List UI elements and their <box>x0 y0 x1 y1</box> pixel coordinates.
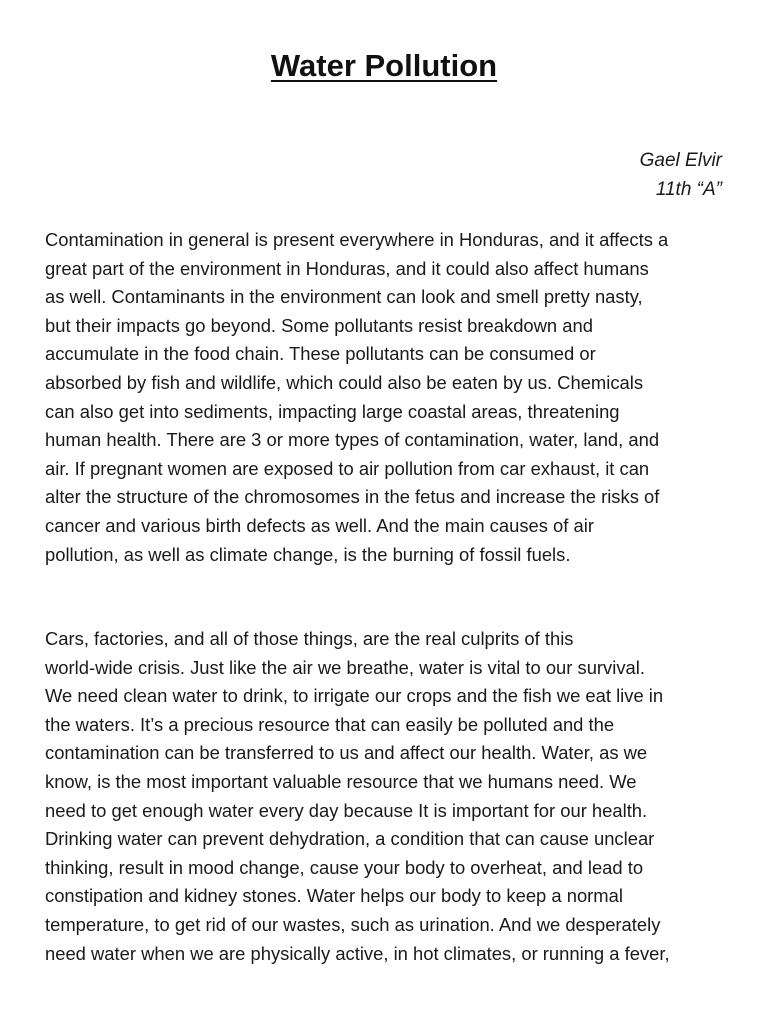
document-title: Water Pollution <box>270 48 498 83</box>
paragraph-line: constipation and kidney stones. Water helps our body to keep a normal <box>45 885 623 907</box>
paragraph-line: the waters. It’s a precious resource that can easily be polluted and the <box>45 713 615 735</box>
paragraph-line: We need clean water to drink, to irrigate our crops and the fish we eat live in <box>45 685 664 707</box>
paragraph-line: Contamination in general is present everywhere in Honduras, and it affects a <box>45 229 669 250</box>
paragraph-line: need to get enough water every day because It is important for our health. <box>45 799 648 821</box>
paragraph-line: air. If pregnant women are exposed to air pollution from car exhaust, it can <box>45 457 650 479</box>
paragraph-1 <box>45 226 735 569</box>
paragraph-line: Drinking water can prevent dehydration, a condition that can cause unclear <box>45 828 655 850</box>
paragraph-2 <box>45 625 735 968</box>
paragraph-line: need water when we are physically active, in hot climates, or running a fever, <box>45 942 670 964</box>
paragraph-line: thinking, result in mood change, cause your body to overheat, and lead to <box>45 856 644 878</box>
paragraph-line: as well. Contaminants in the environment can look and smell pretty nasty, <box>45 286 643 308</box>
paragraph-line: but their impacts go beyond. Some pollutants resist breakdown and <box>45 314 593 336</box>
author-grade: 11th “A” <box>655 179 722 200</box>
paragraph-line: can also get into sediments, impacting large coastal areas, threatening <box>45 400 620 422</box>
paragraph-line: cancer and various birth defects as well. And the main causes of air <box>45 514 594 536</box>
paragraph-line: world-wide crisis. Just like the air we breathe, water is vital to our survival. <box>45 656 645 678</box>
paragraph-line: contamination can be transferred to us and affect our health. Water, as we <box>45 742 648 764</box>
paragraph-line: accumulate in the food chain. These pollutants can be consumed or <box>45 343 596 365</box>
paragraph-line: human health. There are 3 or more types of contamination, water, land, and <box>45 429 660 451</box>
paragraph-line: great part of the environment in Honduras, and it could also affect humans <box>45 257 649 279</box>
paragraph-line: pollution, as well as climate change, is the burning of fossil fuels. <box>45 543 571 565</box>
paragraph-line: temperature, to get rid of our wastes, such as urination. And we desperately <box>45 913 661 935</box>
author-name: Gael Elvir <box>639 150 722 171</box>
paragraph-line: absorbed by fish and wildlife, which could also be eaten by us. Chemicals <box>45 371 644 393</box>
paragraph-line: Cars, factories, and all of those things, are the real culprits of this <box>45 628 574 649</box>
paragraph-line: know, is the most important valuable resource that we humans need. We <box>45 770 637 792</box>
author-block <box>640 146 722 204</box>
paragraph-line: alter the structure of the chromosomes in the fetus and increase the risks of <box>45 486 660 508</box>
